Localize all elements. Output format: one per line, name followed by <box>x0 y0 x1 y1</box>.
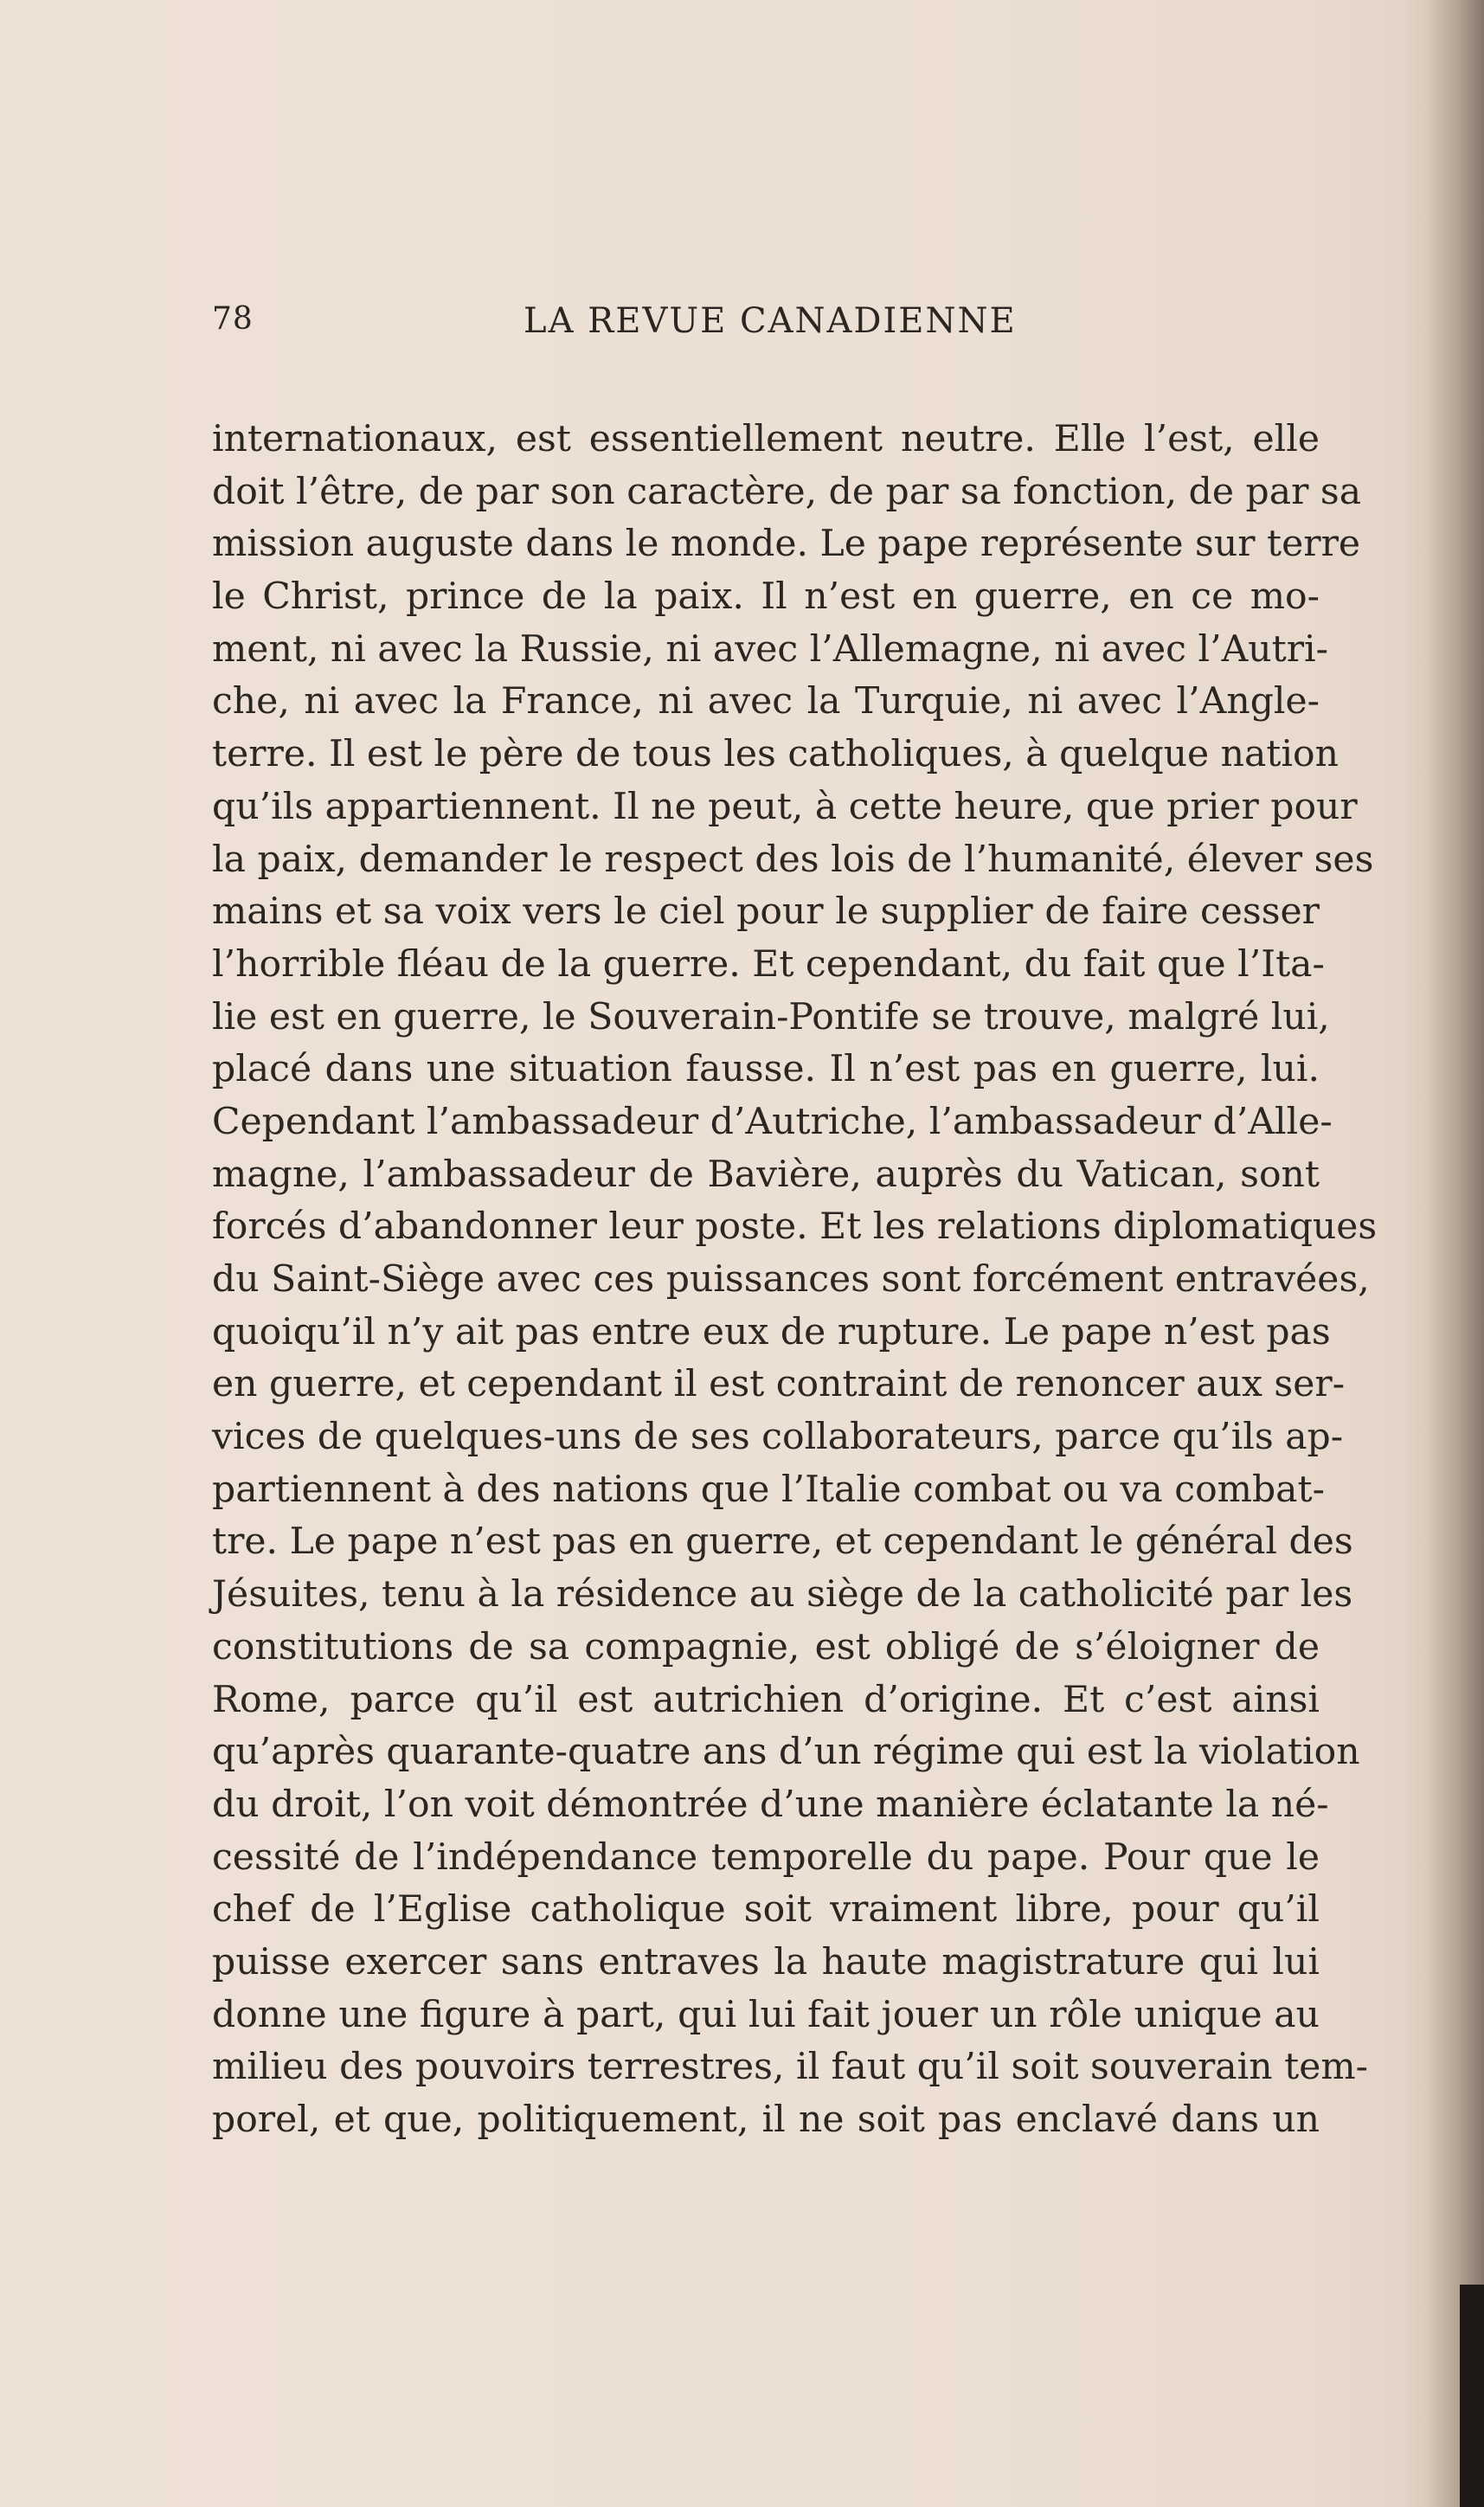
text-line: milieu des pouvoirs terrestres, il faut qu’il soit souverain tem- <box>212 2046 1369 2089</box>
text-line: qu’après quarante-quatre ans d’un régime qui est la violation <box>212 1731 1360 1774</box>
text-line: che, ni avec la France, ni avec la Turquie, ni avec l’Angle- <box>212 680 1320 723</box>
page-edge-shadow <box>1402 0 1484 2507</box>
text-line: mission auguste dans le monde. Le pape représente sur terre <box>212 523 1361 566</box>
text-line: constitutions de sa compagnie, est obligé de s’éloigner de <box>212 1625 1320 1668</box>
body-text <box>212 414 1378 2147</box>
page-header <box>212 301 1328 353</box>
text-line: vices de quelques-uns de ses collaborateurs, parce qu’ils ap- <box>212 1416 1344 1459</box>
text-line: cessité de l’indépendance temporelle du pape. Pour que le <box>212 1835 1320 1879</box>
text-line: Cependant l’ambassadeur d’Autriche, l’ambassadeur d’Alle- <box>212 1100 1333 1143</box>
text-line: chef de l’Eglise catholique soit vraiment libre, pour qu’il <box>212 1888 1320 1932</box>
text-line: terre. Il est le père de tous les catholiques, à quelque nation <box>212 733 1339 776</box>
text-line: puisse exercer sans entraves la haute magistrature qui lui <box>212 1940 1320 1983</box>
running-title: LA REVUE CANADIENNE <box>524 301 1017 341</box>
text-line: l’horrible fléau de la guerre. Et cependant, du fait que l’Ita- <box>212 942 1325 986</box>
text-line: qu’ils appartiennent. Il ne peut, à cette heure, que prier pour <box>212 785 1358 828</box>
text-line: donne une figure à part, qui lui fait jouer un rôle unique au <box>212 1993 1320 2036</box>
text-line: internationaux, est essentiellement neutre. Elle l’est, elle <box>212 418 1320 460</box>
text-line: porel, et que, politiquement, il ne soit pas enclavé dans un <box>212 2099 1320 2141</box>
text-line: placé dans une situation fausse. Il n’est pas en guerre, lui. <box>212 1048 1320 1091</box>
text-line: Jésuites, tenu à la résidence au siège de la catholicité par les <box>212 1573 1353 1617</box>
text-line: la paix, demander le respect des lois de l’humanité, élever ses <box>212 838 1374 881</box>
text-line: Rome, parce qu’il est autrichien d’origine. Et c’est ainsi <box>212 1678 1320 1721</box>
book-edge <box>1460 2285 1484 2507</box>
text-line: ment, ni avec la Russie, ni avec l’Allemagne, ni avec l’Autri- <box>212 627 1329 671</box>
text-line: en guerre, et cependant il est contraint de renoncer aux ser- <box>212 1363 1346 1406</box>
text-line: quoiqu’il n’y ait pas entre eux de rupture. Le pape n’est pas <box>212 1310 1331 1353</box>
text-line: mains et sa voix vers le ciel pour le supplier de faire cesser <box>212 890 1320 934</box>
text-line: partiennent à des nations que l’Italie combat ou va combat- <box>212 1468 1325 1511</box>
text-line: lie est en guerre, le Souverain-Pontife se trouve, malgré lui, <box>212 995 1330 1038</box>
text-line: forcés d’abandonner leur poste. Et les relations diplomatiques <box>212 1205 1378 1249</box>
text-line: le Christ, prince de la paix. Il n’est en guerre, en ce mo- <box>212 575 1320 619</box>
page-number: 78 <box>212 301 254 337</box>
text-line: tre. Le pape n’est pas en guerre, et cependant le général des <box>212 1520 1353 1564</box>
text-line: doit l’être, de par son caractère, de par sa fonction, de par sa <box>212 470 1362 513</box>
text-line: magne, l’ambassadeur de Bavière, auprès du Vatican, sont <box>212 1153 1320 1196</box>
text-line: du droit, l’on voit démontrée d’une manière éclatante la né- <box>212 1783 1329 1826</box>
text-line: du Saint-Siège avec ces puissances sont forcément entravées, <box>212 1258 1370 1301</box>
